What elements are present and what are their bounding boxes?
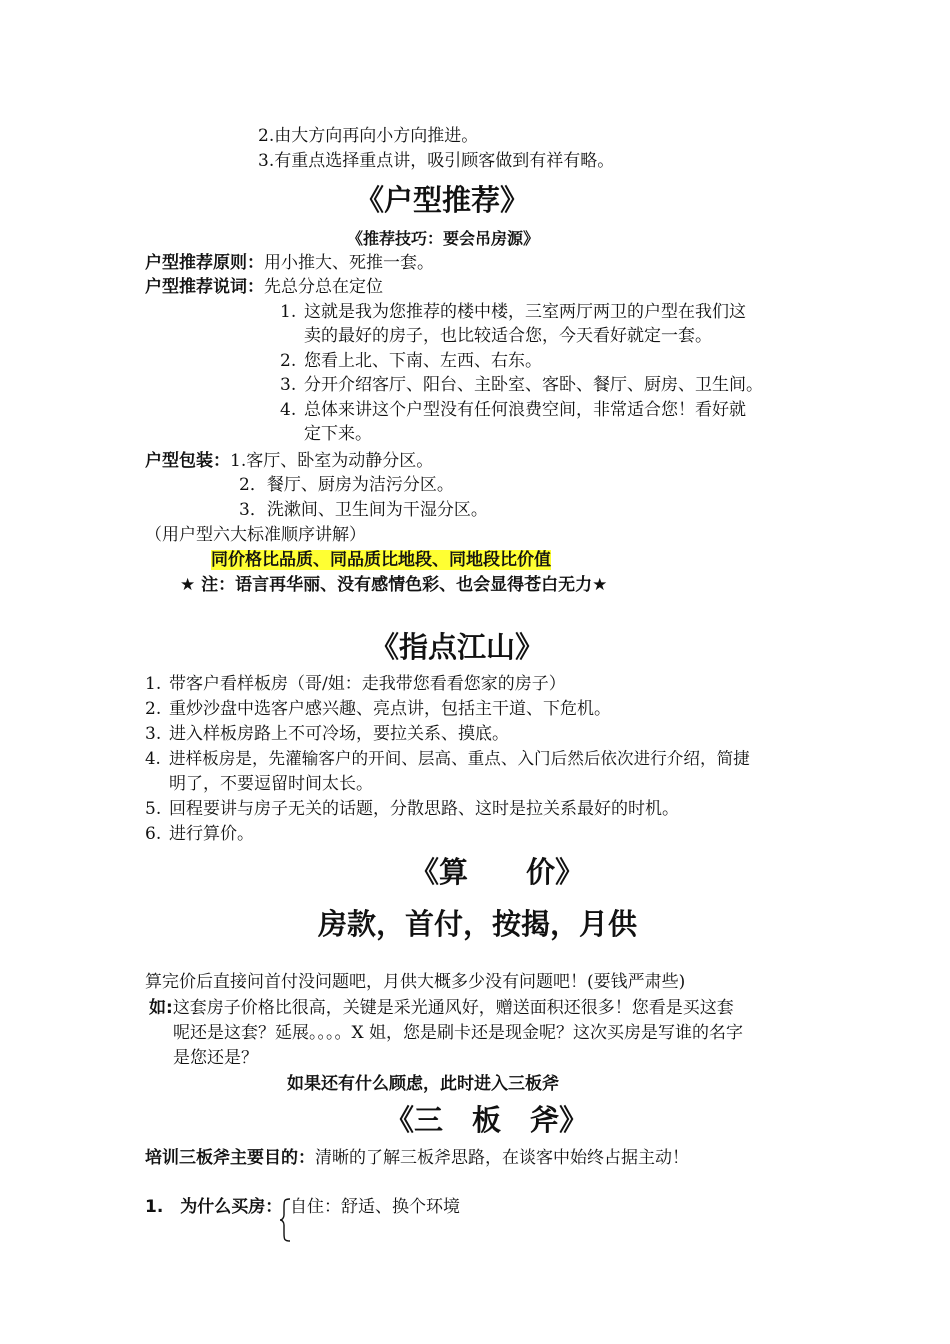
example-line-1: 如:这套房子价格比很高，关键是采光通风好，赠送面积还很多！您看是买这套 (149, 998, 734, 1018)
suanjia-para: 算完价后直接问首付没问题吧，月供大概多少没有问题吧！(要钱严肃些) (145, 972, 686, 992)
zhidian-item-4-cont: 明了，不要逗留时间太长。 (169, 774, 373, 794)
q1-option: 自住：舒适、换个环境 (290, 1197, 460, 1217)
highlight-text: 同价格比品质、同品质比地段、同地段比价值 (211, 550, 551, 570)
example-label: 如: (149, 998, 173, 1018)
suanjia-subtitle: 房款，首付，按揭，月供 (318, 907, 638, 941)
suanjia-closing: 如果还有什么顾虑，此时进入三板斧 (287, 1074, 559, 1094)
zhidian-item-2: 2. 重炒沙盘中选客户感兴趣、亮点讲，包括主干道、下危机。 (145, 699, 611, 719)
speech-item-4: 4. 总体来讲这个户型没有任何浪费空间，非常适合您！看好就 (280, 400, 746, 420)
star-note: ★ 注：语言再华丽、没有感情色彩、也会显得苍白无力★ (180, 575, 608, 595)
intro-line-2: 2.由大方向再向小方向推进。 (258, 126, 479, 146)
q1-line (145, 1195, 282, 1219)
purpose-label: 培训三板斧主要目的： (145, 1148, 315, 1168)
suanjia-title: 《算 价》 (410, 855, 585, 889)
curly-brace-icon (278, 1197, 292, 1243)
package-line-2: 2．餐厅、厨房为洁污分区。 (239, 475, 454, 495)
zhidian-title: 《指点江山》 (370, 630, 545, 664)
package-line-1: 户型包装：1.客厅、卧室为动静分区。 (145, 451, 434, 471)
purpose-text: 清晰的了解三板斧思路，在谈客中始终占据主动！ (315, 1148, 689, 1168)
speech-item-1-cont: 卖的最好的房子，也比较适合您，今天看好就定一套。 (304, 326, 712, 346)
sanbanfu-title: 《三 板 斧》 (385, 1103, 589, 1137)
zhidian-item-5: 5. 回程要讲与房子无关的话题，分散思路、这时是拉关系最好的时机。 (145, 799, 679, 819)
zhidian-item-6: 6. 进行算价。 (145, 824, 254, 844)
speech-item-2: 2. 您看上北、下南、左西、右东。 (280, 351, 542, 371)
q1-label: 1. 为什么买房： (145, 1197, 283, 1217)
package-label: 户型包装： (145, 451, 230, 471)
principle-line (145, 251, 434, 275)
speech-line (145, 275, 383, 299)
speech-text: 先总分总在定位 (264, 277, 383, 297)
intro-line-3: 3.有重点选择重点讲，吸引顾客做到有祥有略。 (258, 151, 615, 171)
package-line-3: 3．洗漱间、卫生间为干湿分区。 (239, 500, 488, 520)
example-line-2: 呢还是这套？延展。。。。X 姐，您是刷卡还是现金呢？这次买房是写谁的名字 (173, 1023, 744, 1043)
principle-label: 户型推荐原则： (145, 253, 264, 273)
highlight-line (211, 548, 551, 572)
zhidian-item-1: 1. 带客户看样板房（哥/姐：走我带您看看您家的房子） (145, 674, 566, 694)
principle-text: 用小推大、死推一套。 (264, 253, 434, 273)
huxing-subtitle: 《推荐技巧：要会吊房源》 (347, 229, 540, 248)
speech-item-1: 1. 这就是我为您推荐的楼中楼，三室两厅两卫的户型在我们这 (280, 302, 746, 322)
speech-item-3: 3. 分开介绍客厅、阳台、主卧室、客卧、餐厅、厨房、卫生间。 (280, 375, 763, 395)
example-line-3: 是您还是？ (173, 1048, 258, 1068)
speech-label: 户型推荐说词： (145, 277, 264, 297)
speech-item-4-cont: 定下来。 (304, 424, 372, 444)
zhidian-item-4: 4. 进样板房是，先灌输客户的开间、层高、重点、入门后然后依次进行介绍，简捷 (145, 749, 750, 768)
purpose-line (145, 1146, 689, 1170)
zhidian-item-3: 3. 进入样板房路上不可冷场，要拉关系、摸底。 (145, 724, 509, 744)
huxing-title: 《户型推荐》 (355, 183, 530, 217)
order-note: （用户型六大标准顺序讲解） (145, 525, 366, 545)
